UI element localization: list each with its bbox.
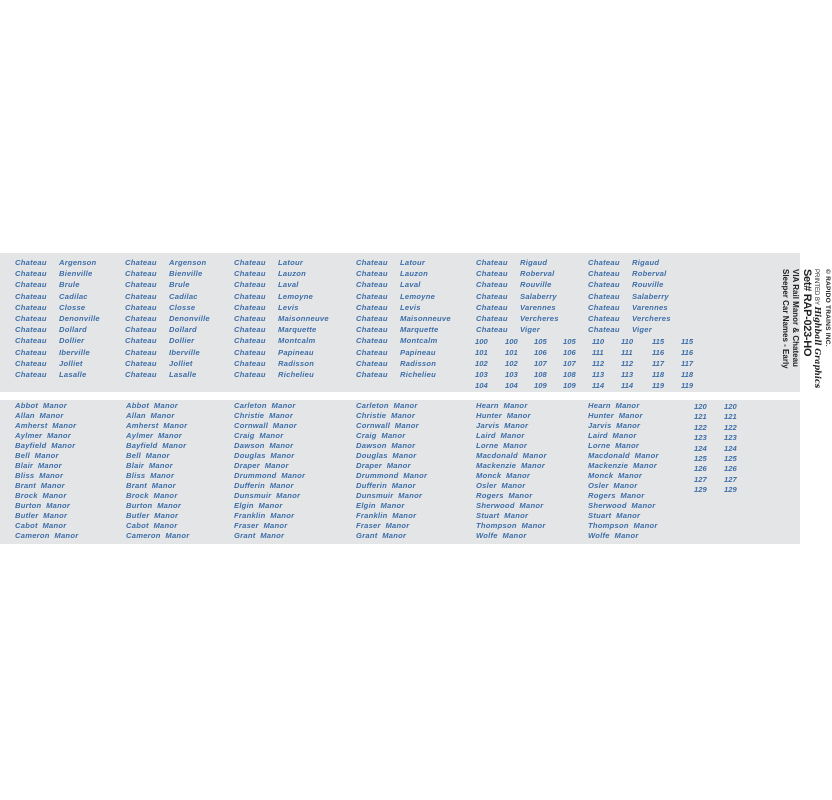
printed-by-label: PRINTED BY xyxy=(813,269,819,305)
manor-name-decal: Douglas Manor xyxy=(356,451,417,460)
manor-name-decal: Burton Manor xyxy=(15,501,71,510)
manor-name-decal: Hearn Manor xyxy=(588,401,640,410)
car-number-decal: 116 xyxy=(681,348,694,357)
chateau-name-decal: Chateau Roberval xyxy=(588,269,667,279)
chateau-name-decal: Chateau Montcalm xyxy=(234,336,316,346)
manor-name-decal: Amherst Manor xyxy=(15,421,77,430)
chateau-name-decal: Chateau Rigaud xyxy=(476,258,548,267)
manor-name-decal: Cameron Manor xyxy=(126,531,190,540)
manor-name-decal: Monck Manor xyxy=(588,471,643,480)
car-number-decal: 114 xyxy=(621,381,634,390)
chateau-name-decal: Chateau Jolliet xyxy=(125,358,193,368)
chateau-name-decal: Chateau Dollier xyxy=(125,336,195,346)
chateau-name-decal: Chateau Levis xyxy=(356,302,421,312)
car-number-decal: 106 xyxy=(534,348,547,357)
manor-column xyxy=(15,401,78,541)
car-number-decal: 115 xyxy=(652,337,665,346)
car-number-decal: 119 xyxy=(681,381,694,390)
car-number-decal: 127 xyxy=(724,474,737,484)
chateau-column xyxy=(588,257,671,335)
chateau-column xyxy=(476,257,559,335)
manor-name-decal: Allan Manor xyxy=(15,411,64,420)
chateau-name-decal: Chateau Marquette xyxy=(234,325,317,335)
manor-name-decal: Elgin Manor xyxy=(234,501,283,510)
car-number-decal: 117 xyxy=(652,359,665,368)
manor-name-decal: Sherwood Manor xyxy=(476,501,544,510)
car-number-decal: 103 xyxy=(505,370,518,379)
car-number-decal: 126 xyxy=(694,464,707,474)
chateau-name-decal: Chateau Brule xyxy=(15,280,80,290)
chateau-name-decal: Chateau Lasalle xyxy=(15,369,87,379)
manor-name-decal: Thompson Manor xyxy=(588,521,658,530)
car-number-decal: 105 xyxy=(534,337,547,346)
chateau-name-decal: Chateau Argenson xyxy=(125,258,207,267)
manor-name-decal: Bliss Manor xyxy=(15,471,64,480)
car-number-decal: 122 xyxy=(694,422,707,432)
car-number-decal: 113 xyxy=(592,370,605,379)
manor-name-decal: Brant Manor xyxy=(15,481,65,490)
chateau-name-decal: Chateau Cadilac xyxy=(125,291,198,301)
chateau-name-decal: Chateau Maisonneuve xyxy=(234,313,329,323)
car-number-decal: 105 xyxy=(563,337,576,346)
sheet-legend xyxy=(717,269,832,389)
chateau-name-decal: Chateau Papineau xyxy=(234,347,314,357)
manor-name-decal: Laird Manor xyxy=(476,431,525,440)
manor-name-decal: Bayfield Manor xyxy=(126,441,187,450)
manor-name-decal: Christie Manor xyxy=(356,411,416,420)
car-number-decal: 112 xyxy=(621,359,634,368)
manor-name-decal: Aylmer Manor xyxy=(15,431,71,440)
chateau-name-decal: Chateau Radisson xyxy=(356,358,437,368)
car-number-decal: 107 xyxy=(534,359,547,368)
chateau-name-decal: Chateau Bienville xyxy=(125,269,203,279)
car-number-decal: 106 xyxy=(563,348,576,357)
manor-name-decal: Sherwood Manor xyxy=(588,501,656,510)
car-number-decal: 113 xyxy=(621,370,634,379)
manor-name-decal: Macdonald Manor xyxy=(476,451,547,460)
chateau-name-decal: Chateau Argenson xyxy=(15,258,97,267)
car-number-decal: 118 xyxy=(681,370,694,379)
manor-name-decal: Dawson Manor xyxy=(234,441,294,450)
manor-name-decal: Allan Manor xyxy=(126,411,175,420)
car-number-decal: 118 xyxy=(652,370,665,379)
car-number-decal: 117 xyxy=(681,359,694,368)
car-number-decal: 104 xyxy=(505,381,518,390)
car-number-decal: 119 xyxy=(652,381,665,390)
chateau-name-decal: Chateau Varennes xyxy=(476,302,556,312)
chateau-name-decal: Chateau Iberville xyxy=(125,347,200,357)
manor-name-decal: Lorne Manor xyxy=(588,441,640,450)
car-number-decal: 121 xyxy=(694,412,707,422)
manor-name-decal: Cornwall Manor xyxy=(356,421,419,430)
manor-name-decal: Thompson Manor xyxy=(476,521,546,530)
chateau-name-decal: Chateau Rigaud xyxy=(588,258,660,267)
chateau-name-decal: Chateau Closse xyxy=(125,302,196,312)
manor-name-decal: Craig Manor xyxy=(234,431,284,440)
chateau-name-decal: Chateau Lemoyne xyxy=(234,291,314,301)
manor-name-decal: Christie Manor xyxy=(234,411,294,420)
manor-name-decal: Mackenzie Manor xyxy=(588,461,657,470)
car-number-decal: 121 xyxy=(724,412,737,422)
manor-name-decal: Abbot Manor xyxy=(15,401,67,410)
manor-name-decal: Hunter Manor xyxy=(588,411,643,420)
car-number-decal: 101 xyxy=(505,348,518,357)
car-number-decal: 114 xyxy=(592,381,605,390)
chateau-name-decal: Chateau Lauzon xyxy=(356,269,429,279)
car-number-decal: 115 xyxy=(681,337,694,346)
car-number-decal: 124 xyxy=(724,443,737,453)
manor-name-decal: Grant Manor xyxy=(234,531,285,540)
manor-name-decal: Amherst Manor xyxy=(126,421,188,430)
printer-line xyxy=(813,269,823,389)
manor-name-decal: Bliss Manor xyxy=(126,471,175,480)
manor-name-decal: Lorne Manor xyxy=(476,441,528,450)
chateau-name-decal: Chateau Denonville xyxy=(125,313,210,323)
manor-name-decal: Jarvis Manor xyxy=(588,421,641,430)
manor-name-decal: Elgin Manor xyxy=(356,501,405,510)
car-number-decal: 123 xyxy=(694,433,707,443)
manor-name-decal: Dunsmuir Manor xyxy=(356,491,423,500)
manor-name-decal: Stuart Manor xyxy=(476,511,529,520)
manor-name-decal: Bayfield Manor xyxy=(15,441,76,450)
car-number-decal: 100 xyxy=(475,337,488,346)
chateau-name-decal: Chateau Lemoyne xyxy=(356,291,436,301)
chateau-name-decal: Chateau Rouville xyxy=(588,280,664,290)
chateau-name-decal: Chateau Rouville xyxy=(476,280,552,290)
chateau-name-decal: Chateau Salaberry xyxy=(476,291,557,301)
manor-name-decal: Rogers Manor xyxy=(588,491,645,500)
car-number-decal: 111 xyxy=(592,348,604,357)
manor-name-decal: Wolfe Manor xyxy=(588,531,639,540)
car-number-decal: 110 xyxy=(621,337,634,346)
manor-name-decal: Butler Manor xyxy=(126,511,179,520)
chateau-name-decal: Chateau Radisson xyxy=(234,358,315,368)
manor-name-decal: Rogers Manor xyxy=(476,491,533,500)
car-number-decal: 110 xyxy=(592,337,605,346)
chateau-name-decal: Chateau Maisonneuve xyxy=(356,313,451,323)
manor-name-decal: Bell Manor xyxy=(15,451,59,460)
chateau-name-decal: Chateau Lauzon xyxy=(234,269,307,279)
chateau-name-decal: Chateau Lasalle xyxy=(125,369,197,379)
chateau-name-decal: Chateau Bienville xyxy=(15,269,93,279)
manor-column xyxy=(356,401,427,541)
manor-name-decal: Dufferin Manor xyxy=(356,481,416,490)
car-number-decal: 112 xyxy=(592,359,605,368)
manor-name-decal: Draper Manor xyxy=(356,461,411,470)
car-number-decal: 104 xyxy=(475,381,488,390)
car-number-decal: 103 xyxy=(475,370,488,379)
chateau-name-decal: Chateau Roberval xyxy=(476,269,555,279)
chateau-column xyxy=(356,257,451,380)
chateau-name-decal: Chateau Dollard xyxy=(125,325,197,335)
manor-name-decal: Osler Manor xyxy=(476,481,526,490)
manor-name-decal: Blair Manor xyxy=(15,461,62,470)
manor-name-decal: Douglas Manor xyxy=(234,451,295,460)
car-number-decal: 127 xyxy=(694,474,707,484)
car-number-decal: 125 xyxy=(694,454,707,463)
manor-name-decal: Mackenzie Manor xyxy=(476,461,545,470)
printer-logo-text: Highball Graphics xyxy=(813,306,823,389)
manor-name-decal: Macdonald Manor xyxy=(588,451,659,460)
chateau-name-decal: Chateau Laval xyxy=(356,280,421,290)
chateau-column xyxy=(125,257,210,380)
car-number-decal: 129 xyxy=(694,485,707,495)
chateau-column xyxy=(234,257,329,380)
manor-name-decal: Franklin Manor xyxy=(356,511,417,520)
manor-name-decal: Dawson Manor xyxy=(356,441,416,450)
chateau-name-decal: Chateau Viger xyxy=(476,325,540,335)
car-number-decal: 126 xyxy=(724,464,737,474)
chateau-name-decal: Chateau Latour xyxy=(234,258,304,267)
manor-name-decal: Hearn Manor xyxy=(476,401,528,410)
chateau-name-decal: Chateau Salaberry xyxy=(588,291,669,301)
manor-name-decal: Bell Manor xyxy=(126,451,170,460)
manor-name-decal: Monck Manor xyxy=(476,471,531,480)
manor-column xyxy=(476,401,547,541)
manor-name-decal: Cameron Manor xyxy=(15,531,79,540)
car-number-decal: 129 xyxy=(724,485,737,495)
car-number-decal: 120 xyxy=(724,402,737,411)
manor-name-decal: Brant Manor xyxy=(126,481,176,490)
manor-name-decal: Stuart Manor xyxy=(588,511,641,520)
chateau-name-decal: Chateau Closse xyxy=(15,302,86,312)
chateau-name-decal: Chateau Varennes xyxy=(588,302,668,312)
manor-name-decal: Wolfe Manor xyxy=(476,531,527,540)
manor-name-decal: Grant Manor xyxy=(356,531,407,540)
manor-name-decal: Carleton Manor xyxy=(234,401,296,410)
car-number-decal: 111 xyxy=(621,348,633,357)
manor-column xyxy=(588,401,659,541)
chateau-name-decal: Chateau Montcalm xyxy=(356,336,438,346)
chateau-name-decal: Chateau Richelieu xyxy=(234,369,315,379)
manor-column xyxy=(234,401,305,541)
manor-name-decal: Brock Manor xyxy=(15,491,67,500)
car-number-decal: 107 xyxy=(563,359,576,368)
chateau-name-decal: Chateau Denonville xyxy=(15,313,100,323)
chateau-name-decal: Chateau Vercheres xyxy=(476,313,559,323)
car-number-decal: 108 xyxy=(534,370,547,379)
car-number-decal: 102 xyxy=(505,359,518,368)
manor-name-decal: Abbot Manor xyxy=(126,401,178,410)
sheet-divider xyxy=(0,392,800,400)
car-number-decal: 123 xyxy=(724,433,737,443)
chateau-name-decal: Chateau Levis xyxy=(234,302,299,312)
manor-name-decal: Brock Manor xyxy=(126,491,178,500)
manor-name-decal: Blair Manor xyxy=(126,461,173,470)
car-number-decal: 108 xyxy=(563,370,576,379)
chateau-name-decal: Chateau Dollard xyxy=(15,325,87,335)
manor-name-decal: Fraser Manor xyxy=(234,521,288,530)
manor-name-decal: Drummond Manor xyxy=(234,471,306,480)
chateau-name-decal: Chateau Marquette xyxy=(356,325,439,335)
manor-name-decal: Laird Manor xyxy=(588,431,637,440)
manor-name-decal: Dufferin Manor xyxy=(234,481,294,490)
manor-name-decal: Craig Manor xyxy=(356,431,406,440)
car-number-decal: 101 xyxy=(475,348,488,357)
chateau-column xyxy=(15,257,100,380)
manor-name-decal: Aylmer Manor xyxy=(126,431,182,440)
sheet-title-line-2: Sleeper Car Names - Early xyxy=(781,269,790,369)
manor-name-decal: Drummond Manor xyxy=(356,471,428,480)
manor-name-decal: Hunter Manor xyxy=(476,411,531,420)
chateau-name-decal: Chateau Dollier xyxy=(15,336,85,346)
manor-name-decal: Osler Manor xyxy=(588,481,638,490)
manor-name-decal: Fraser Manor xyxy=(356,521,410,530)
car-number-decal: 116 xyxy=(652,348,665,357)
manor-name-decal: Draper Manor xyxy=(234,461,289,470)
sheet-title-line-1: VIA Rail Manor & Chateau xyxy=(791,269,800,367)
car-number-decal: 125 xyxy=(724,454,737,463)
manor-name-decal: Cabot Manor xyxy=(15,521,67,530)
car-number-decal: 100 xyxy=(505,337,518,346)
copyright-line: © RAPIDO TRAINS INC. xyxy=(824,269,831,347)
manor-name-decal: Dunsmuir Manor xyxy=(234,491,301,500)
manor-name-decal: Burton Manor xyxy=(126,501,182,510)
chateau-name-decal: Chateau Cadilac xyxy=(15,291,88,301)
chateau-name-decal: Chateau Brule xyxy=(125,280,190,290)
manor-name-decal: Butler Manor xyxy=(15,511,68,520)
manor-name-decal: Jarvis Manor xyxy=(476,421,529,430)
manor-name-decal: Cornwall Manor xyxy=(234,421,297,430)
manor-name-decal: Franklin Manor xyxy=(234,511,295,520)
manor-name-decal: Carleton Manor xyxy=(356,401,418,410)
car-number-decal: 109 xyxy=(563,381,576,390)
set-number: Set# RAP-023-HO xyxy=(801,269,813,357)
chateau-name-decal: Chateau Iberville xyxy=(15,347,90,357)
manor-name-decal: Cabot Manor xyxy=(126,521,178,530)
chateau-name-decal: Chateau Richelieu xyxy=(356,369,437,379)
chateau-name-decal: Chateau Latour xyxy=(356,258,426,267)
car-number-decal: 109 xyxy=(534,381,547,390)
car-number-decal: 122 xyxy=(724,422,737,432)
chateau-name-decal: Chateau Jolliet xyxy=(15,358,83,368)
car-number-decal: 120 xyxy=(694,402,707,411)
car-number-decal: 124 xyxy=(694,443,707,453)
chateau-name-decal: Chateau Viger xyxy=(588,325,652,335)
chateau-name-decal: Chateau Papineau xyxy=(356,347,436,357)
chateau-name-decal: Chateau Laval xyxy=(234,280,299,290)
chateau-name-decal: Chateau Vercheres xyxy=(588,313,671,323)
manor-column xyxy=(126,401,189,541)
car-number-decal: 102 xyxy=(475,359,488,368)
